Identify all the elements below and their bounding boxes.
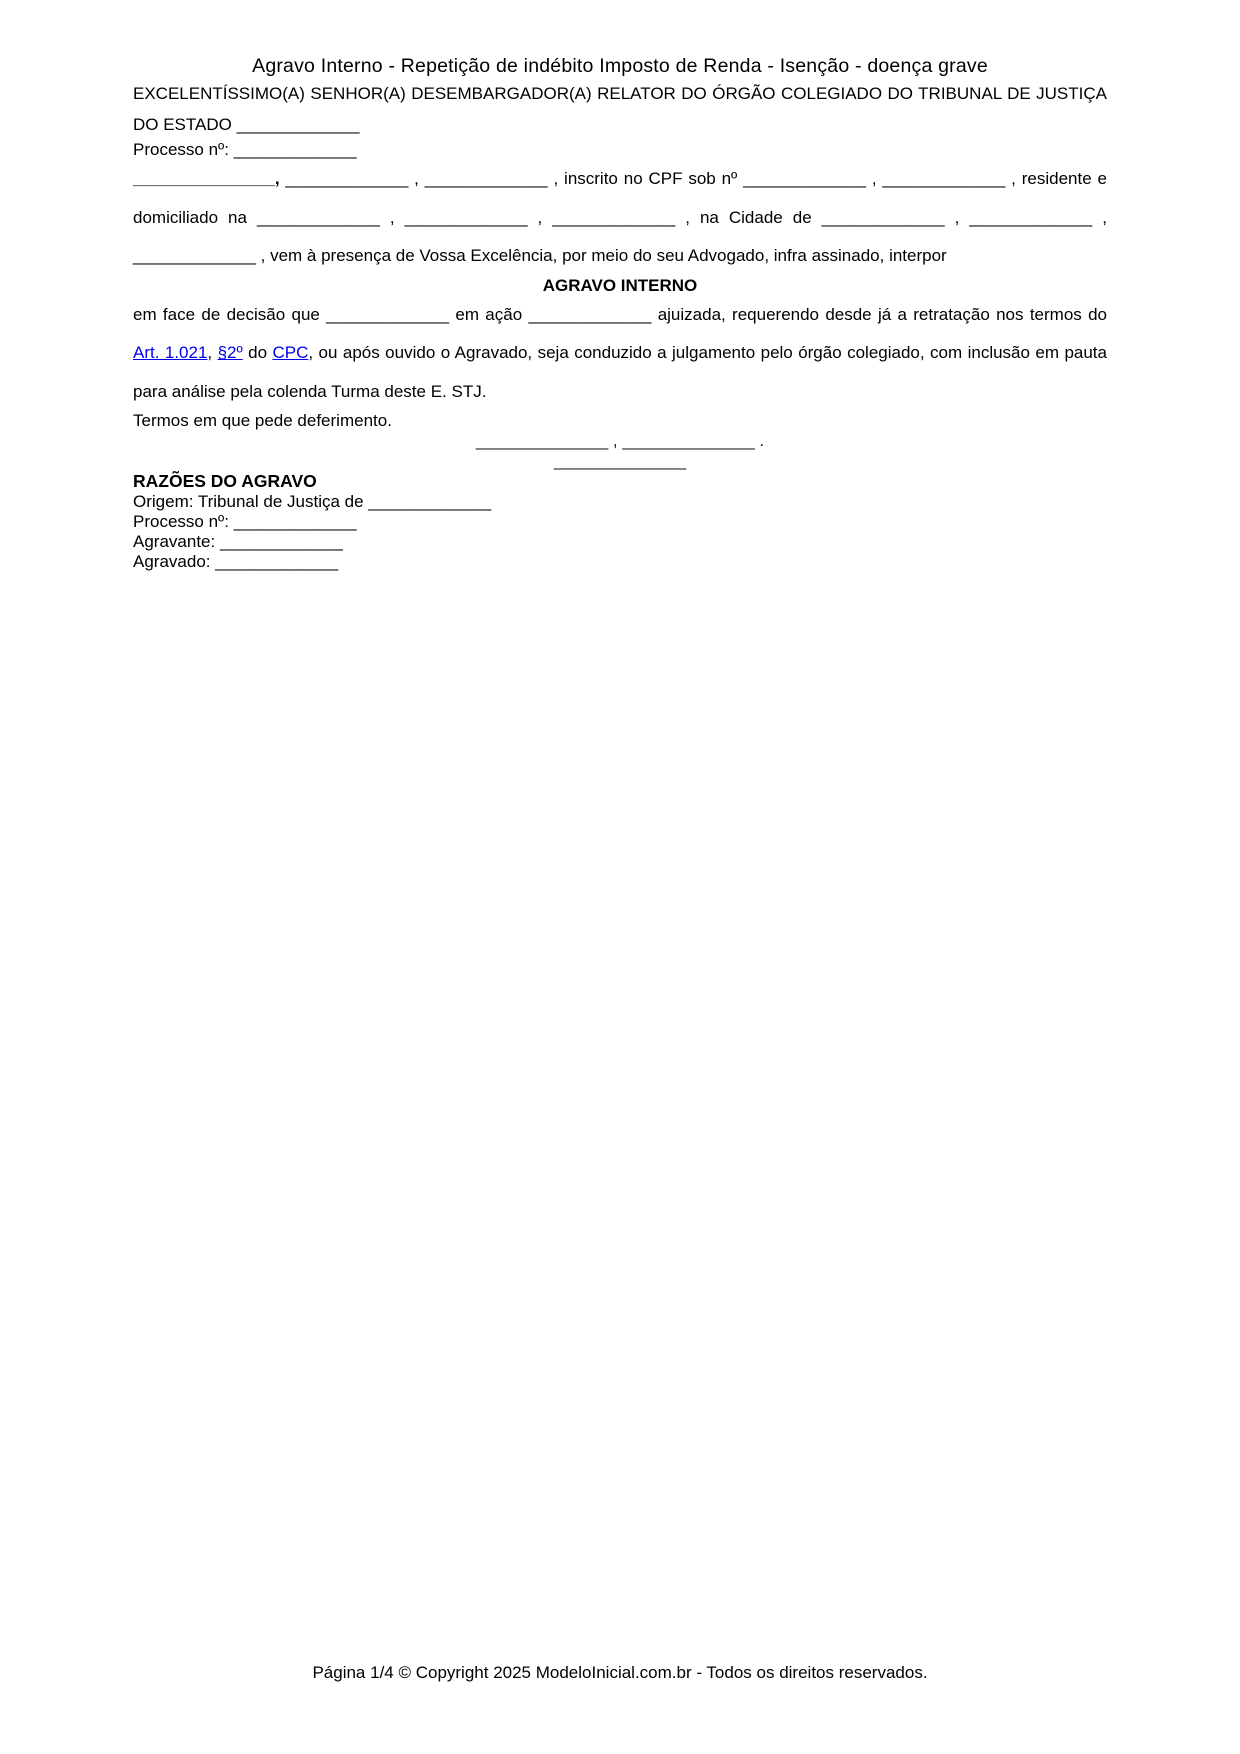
closing-line: Termos em que pede deferimento. [133, 411, 392, 430]
petition-body-text-2: , [207, 343, 218, 362]
agravado-line: Agravado: _____________ [133, 552, 339, 571]
agravante-line: Agravante: _____________ [133, 532, 343, 551]
link-paragraph-2[interactable]: §2º [217, 343, 243, 362]
intro-text: _____________ , _____________ , inscrito no CPF sob nº _____________ , _____________ , residente e domiciliado na _____________ , _____________ , _____________ , na Cidade de _____________ , _____________ , _____________ , vem à presença de Vossa Excelência, por meio do seu Advogado, infra assinado, interpor [133, 169, 1107, 265]
document-title: Agravo Interno - Repetição de indébito Imposto de Renda - Isenção - doença grave [252, 55, 988, 77]
petition-body-paragraph [133, 296, 1107, 412]
origin-line: Origem: Tribunal de Justiça de _____________ [133, 492, 492, 511]
intro-paragraph [133, 160, 1107, 276]
link-cpc[interactable]: CPC [272, 343, 309, 362]
petition-heading: AGRAVO INTERNO [542, 275, 698, 295]
reasons-heading: RAZÕES DO AGRAVO [133, 471, 317, 491]
petition-body-text-4: , ou após ouvido o Agravado, seja conduzido a julgamento pelo órgão colegiado, com inclusão em pauta para análise pela colenda Turma deste E. STJ. [133, 343, 1107, 401]
petition-body-text-3: do [242, 343, 273, 362]
page-footer: Página 1/4 © Copyright 2025 ModeloInicial.com.br - Todos os direitos reservados. [312, 1663, 928, 1682]
reasons-process-number-line: Processo nº: _____________ [133, 512, 357, 531]
link-art-1021[interactable]: Art. 1.021 [133, 343, 208, 362]
petition-body-text-1: em face de decisão que _____________ em ação _____________ ajuizada, requerendo desde já a retratação nos termos do [133, 304, 1107, 324]
city-date-blank-line: ______________ , ______________ . [475, 431, 765, 450]
signature-blank-line: ______________ [553, 451, 687, 470]
addressee-paragraph: EXCELENTÍSSIMO(A) SENHOR(A) DESEMBARGADOR(A) RELATOR DO ÓRGÃO COLEGIADO DO TRIBUNAL DE JUSTIÇA DO ESTADO _____________ [133, 84, 1107, 134]
party-name-blank: _______________, [133, 169, 280, 188]
process-number-line: Processo nº: _____________ [133, 140, 357, 159]
